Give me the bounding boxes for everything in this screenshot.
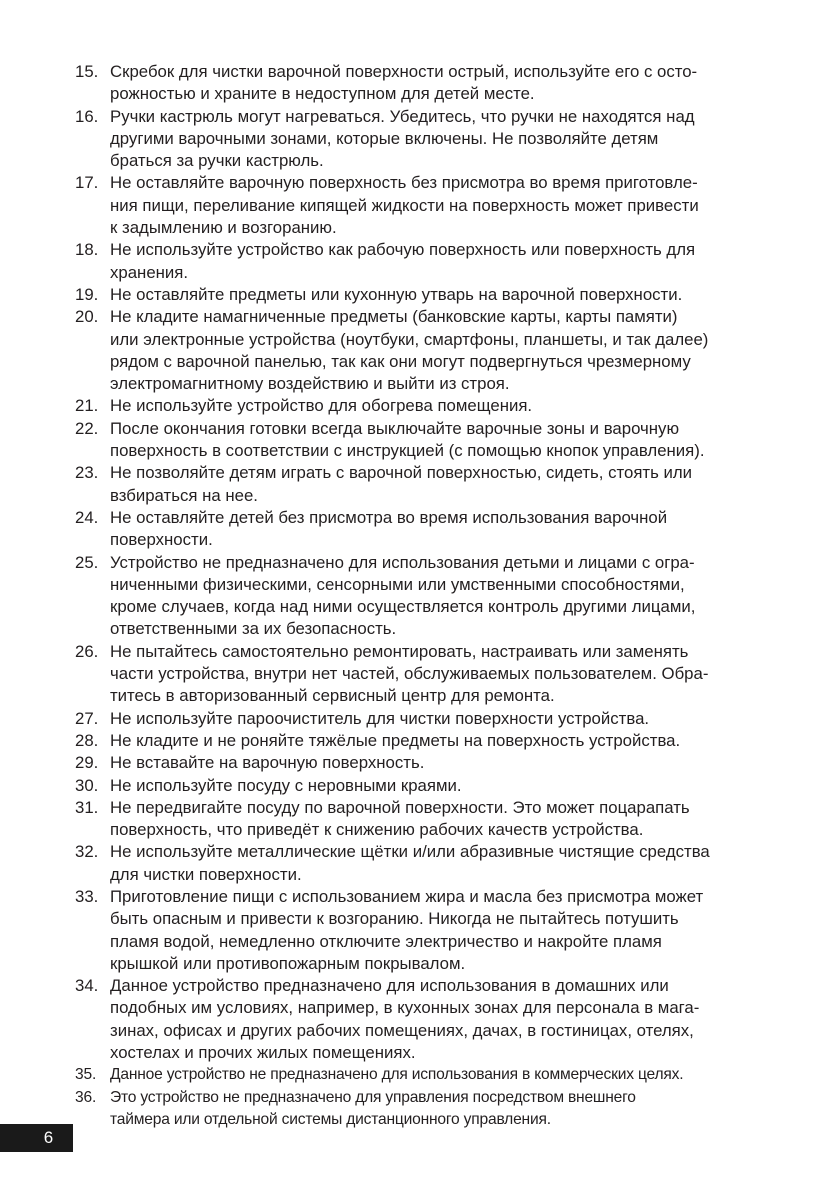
- text-line: Данное устройство предназначено для использования в домашних или: [110, 976, 669, 996]
- item-number: 15.: [75, 62, 99, 81]
- text-line: Не вставайте на варочную поверхность.: [110, 753, 425, 773]
- item-number: 34.: [75, 976, 99, 996]
- item-text: [110, 775, 769, 797]
- page-number-badge: [0, 1124, 73, 1152]
- text-line: хостелах и прочих жилых помещениях.: [110, 1043, 416, 1063]
- text-line: или электронные устройства (ноутбуки, смартфоны, планшеты, и так далее): [110, 329, 709, 349]
- text-line: крышкой или противопожарным покрывалом.: [110, 953, 466, 973]
- safety-instructions-list: [75, 61, 769, 1131]
- item-number: 27.: [75, 708, 99, 728]
- item-text: [110, 306, 769, 395]
- item-text: [110, 886, 769, 975]
- list-item-26: [75, 641, 769, 708]
- list-item-27: [75, 708, 769, 730]
- text-line: подобных им условиях, например, в кухонных зонах для персонала в мага-: [110, 998, 700, 1018]
- item-text: [110, 106, 769, 173]
- item-text: [110, 730, 769, 752]
- list-item-30: [75, 775, 769, 797]
- text-line: Ручки кастрюль могут нагреваться. Убедитесь, что ручки не находятся над: [110, 106, 695, 126]
- list-item-17: [75, 172, 769, 239]
- text-line: Приготовление пищи с использованием жира и масла без присмотра может: [110, 886, 704, 906]
- item-number: 21.: [75, 396, 99, 416]
- text-line: Не используйте посуду с неровными краями.: [110, 775, 462, 795]
- text-line: Не используйте устройство как рабочую поверхность или поверхность для: [110, 240, 696, 260]
- list-item-34: [75, 975, 769, 1064]
- text-line: Не используйте металлические щётки и/или абразивные чистящие средства: [110, 842, 710, 862]
- item-number: 20.: [75, 307, 99, 327]
- text-line: рядом с варочной панелью, так как они могут подвергнуться чрезмерному: [110, 351, 691, 371]
- list-item-28: [75, 730, 769, 752]
- item-number: 23.: [75, 463, 99, 483]
- text-line: части устройства, внутри нет частей, обслуживаемых пользователем. Обра-: [110, 664, 709, 684]
- list-item-29: [75, 752, 769, 774]
- item-text: [110, 797, 769, 842]
- item-text: [110, 1064, 769, 1086]
- item-number: 25.: [75, 552, 99, 572]
- list-item-36: [75, 1087, 769, 1132]
- text-line: Это устройство не предназначено для управления посредством внешнего: [110, 1088, 636, 1106]
- text-line: ответственными за их безопасность.: [110, 619, 397, 639]
- item-text: [110, 418, 769, 463]
- list-item-20: [75, 306, 769, 395]
- text-line: таймера или отдельной системы дистанционного управления.: [110, 1110, 551, 1128]
- list-item-23: [75, 462, 769, 507]
- list-item-16: [75, 106, 769, 173]
- item-text: [110, 507, 769, 552]
- text-line: быть опасным и привести к возгоранию. Никогда не пытайтесь потушить: [110, 909, 679, 929]
- list-item-21: [75, 395, 769, 417]
- text-line: После окончания готовки всегда выключайте варочные зоны и варочную: [110, 418, 680, 438]
- text-line: Не оставляйте варочную поверхность без присмотра во время приготовле-: [110, 173, 698, 193]
- list-item-22: [75, 418, 769, 463]
- item-number: 24.: [75, 507, 99, 527]
- item-number: 18.: [75, 240, 99, 260]
- text-line: для чистки поверхности.: [110, 864, 302, 884]
- list-item-33: [75, 886, 769, 975]
- text-line: Не позволяйте детям играть с варочной поверхностью, сидеть, стоять или: [110, 463, 693, 483]
- item-text: [110, 641, 769, 708]
- text-line: к задымлению и возгоранию.: [110, 218, 337, 238]
- text-line: ния пищи, переливание кипящей жидкости на поверхность может привести: [110, 195, 699, 215]
- text-line: Устройство не предназначено для использования детьми и лицами с огра-: [110, 552, 695, 572]
- item-text: [110, 462, 769, 507]
- item-number: 19.: [75, 284, 99, 304]
- text-line: Не кладите и не роняйте тяжёлые предметы на поверхность устройства.: [110, 730, 681, 750]
- text-line: электромагнитному воздействию и выйти из строя.: [110, 374, 510, 394]
- text-line: Не используйте пароочиститель для чистки поверхности устройства.: [110, 708, 650, 728]
- text-line: Скребок для чистки варочной поверхности острый, используйте его с осто-: [110, 62, 698, 81]
- item-text: [110, 172, 769, 239]
- item-number: 35.: [75, 1066, 97, 1084]
- item-text: [110, 841, 769, 886]
- text-line: пламя водой, немедленно отключите электричество и накройте пламя: [110, 931, 662, 951]
- text-line: ниченными физическими, сенсорными или умственными способностями,: [110, 574, 685, 594]
- text-line: браться за ручки кастрюль.: [110, 151, 324, 171]
- list-item-15: [75, 61, 769, 106]
- text-line: кроме случаев, когда над ними осуществляется контроль другими лицами,: [110, 597, 696, 617]
- item-text: [110, 239, 769, 284]
- text-line: поверхность в соответствии с инструкцией (с помощью кнопок управления).: [110, 441, 705, 461]
- item-number: 30.: [75, 775, 99, 795]
- item-text: [110, 1087, 769, 1132]
- item-number: 36.: [75, 1088, 97, 1106]
- text-line: Не пытайтесь самостоятельно ремонтировать, настраивать или заменять: [110, 641, 689, 661]
- list-item-31: [75, 797, 769, 842]
- item-text: [110, 284, 769, 306]
- item-text: [110, 752, 769, 774]
- text-line: Данное устройство не предназначено для использования в коммерческих целях.: [110, 1066, 684, 1084]
- text-line: Не используйте устройство для обогрева помещения.: [110, 396, 533, 416]
- text-line: поверхности.: [110, 530, 213, 550]
- text-line: взбираться на нее.: [110, 485, 258, 505]
- item-number: 32.: [75, 842, 99, 862]
- text-line: поверхность, что приведёт к снижению рабочих качеств устройства.: [110, 820, 644, 840]
- text-line: Не кладите намагниченные предметы (банковские карты, карты памяти): [110, 307, 678, 327]
- list-item-24: [75, 507, 769, 552]
- text-line: Не передвигайте посуду по варочной поверхности. Это может поцарапать: [110, 797, 690, 817]
- item-number: 31.: [75, 797, 99, 817]
- list-item-19: [75, 284, 769, 306]
- item-text: [110, 708, 769, 730]
- item-number: 33.: [75, 886, 99, 906]
- text-line: Не оставляйте предметы или кухонную утварь на варочной поверхности.: [110, 284, 683, 304]
- page-number: 6: [43, 1128, 54, 1147]
- text-line: хранения.: [110, 262, 189, 282]
- item-number: 29.: [75, 753, 99, 773]
- text-line: другими варочными зонами, которые включены. Не позволяйте детям: [110, 128, 659, 148]
- list-item-18: [75, 239, 769, 284]
- text-line: зинах, офисах и других рабочих помещениях, дачах, в гостиницах, отелях,: [110, 1020, 694, 1040]
- list-item-25: [75, 552, 769, 641]
- item-number: 26.: [75, 641, 99, 661]
- item-number: 28.: [75, 730, 99, 750]
- item-text: [110, 975, 769, 1064]
- text-line: титесь в авторизованный сервисный центр для ремонта.: [110, 686, 555, 706]
- item-number: 16.: [75, 106, 99, 126]
- item-number: 22.: [75, 418, 99, 438]
- item-number: 17.: [75, 173, 99, 193]
- item-text: [110, 395, 769, 417]
- list-item-32: [75, 841, 769, 886]
- list-item-35: [75, 1064, 769, 1086]
- item-text: [110, 552, 769, 641]
- text-line: Не оставляйте детей без присмотра во время использования варочной: [110, 507, 668, 527]
- item-text: [110, 61, 769, 106]
- text-line: рожностью и храните в недоступном для детей месте.: [110, 84, 535, 104]
